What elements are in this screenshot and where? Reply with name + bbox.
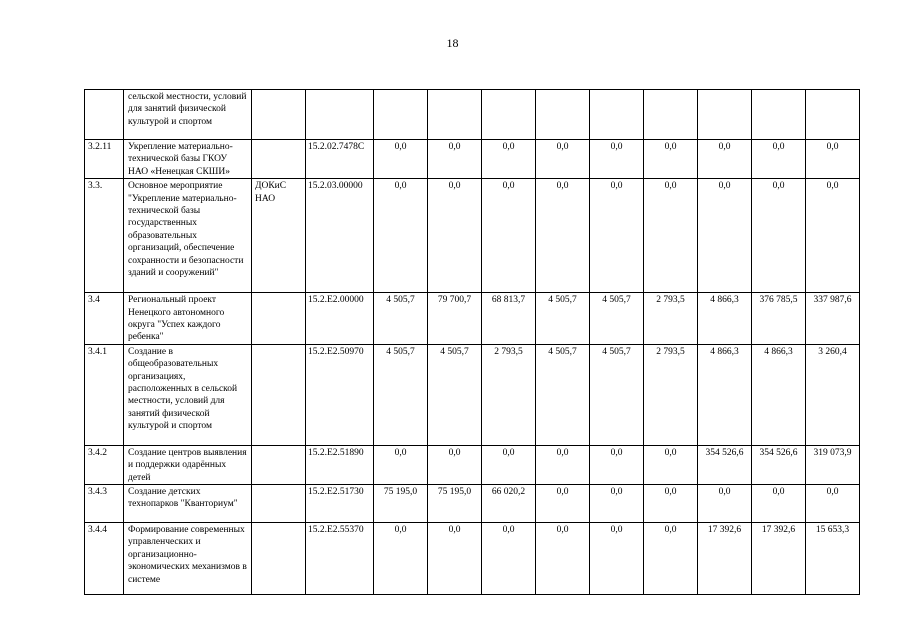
row-code-cell <box>306 90 374 140</box>
row-executor-cell <box>252 523 306 595</box>
row-value-cell: 4 505,7 <box>590 293 644 345</box>
row-value-cell: 0,0 <box>590 485 644 523</box>
row-value-cell: 17 392,6 <box>752 523 806 595</box>
row-value-cell: 2 793,5 <box>482 344 536 445</box>
row-id-cell: 3.4 <box>85 293 124 345</box>
row-value-cell <box>806 90 860 140</box>
row-value-cell <box>428 90 482 140</box>
row-code-cell: 15.2.E2.50970 <box>306 344 374 445</box>
row-value-cell: 0,0 <box>590 179 644 293</box>
row-value-cell: 0,0 <box>536 523 590 595</box>
row-value-cell: 0,0 <box>536 445 590 484</box>
row-value-cell: 354 526,6 <box>752 445 806 484</box>
row-code-cell: 15.2.E2.00000 <box>306 293 374 345</box>
row-value-cell: 75 195,0 <box>428 485 482 523</box>
row-value-cell: 0,0 <box>482 523 536 595</box>
row-value-cell: 4 505,7 <box>536 344 590 445</box>
row-value-cell: 0,0 <box>536 485 590 523</box>
row-value-cell <box>644 90 698 140</box>
row-value-cell <box>374 90 428 140</box>
row-name-cell: Создание в общеобразовательных организациях, расположенных в сельской местности, условий для занятий физической культурой и спортом <box>124 344 252 445</box>
row-executor-cell: ДОКиС НАО <box>252 179 306 293</box>
row-value-cell: 2 793,5 <box>644 293 698 345</box>
row-value-cell: 66 020,2 <box>482 485 536 523</box>
row-value-cell: 0,0 <box>698 485 752 523</box>
row-id-cell: 3.3. <box>85 179 124 293</box>
table-row <box>85 485 860 523</box>
row-value-cell: 4 505,7 <box>590 344 644 445</box>
row-name-cell: Региональный проект Ненецкого автономного округа "Успех каждого ребенка" <box>124 293 252 345</box>
row-value-cell: 0,0 <box>644 485 698 523</box>
row-value-cell: 0,0 <box>482 179 536 293</box>
row-value-cell: 376 785,5 <box>752 293 806 345</box>
row-value-cell: 337 987,6 <box>806 293 860 345</box>
row-value-cell: 0,0 <box>752 485 806 523</box>
row-value-cell: 68 813,7 <box>482 293 536 345</box>
row-value-cell: 0,0 <box>428 140 482 179</box>
row-executor-cell <box>252 140 306 179</box>
row-code-cell: 15.2.E2.51890 <box>306 445 374 484</box>
table-row <box>85 293 860 345</box>
row-value-cell: 0,0 <box>374 179 428 293</box>
row-value-cell: 0,0 <box>752 140 806 179</box>
table-row <box>85 344 860 445</box>
row-value-cell: 17 392,6 <box>698 523 752 595</box>
row-value-cell: 0,0 <box>806 485 860 523</box>
row-code-cell: 15.2.03.00000 <box>306 179 374 293</box>
row-value-cell: 0,0 <box>752 179 806 293</box>
row-name-cell: Укрепление материально-технической базы ГКОУ НАО «Ненецкая СКШИ» <box>124 140 252 179</box>
row-value-cell: 0,0 <box>644 523 698 595</box>
table-row <box>85 90 860 140</box>
row-id-cell: 3.4.4 <box>85 523 124 595</box>
row-value-cell: 0,0 <box>536 179 590 293</box>
row-executor-cell <box>252 293 306 345</box>
row-code-cell: 15.2.02.7478C <box>306 140 374 179</box>
row-value-cell: 4 505,7 <box>374 344 428 445</box>
row-executor-cell <box>252 485 306 523</box>
row-name-cell: Основное мероприятие "Укрепление материально-технической базы государственных образовательных организаций, обеспечение сохранности и безопасности зданий и сооружений" <box>124 179 252 293</box>
row-id-cell <box>85 90 124 140</box>
page-number: 18 <box>446 36 459 50</box>
row-value-cell: 0,0 <box>428 523 482 595</box>
budget-table <box>84 89 860 595</box>
table-row <box>85 140 860 179</box>
row-name-cell: Формирование современных управленческих и организационно-экономических механизмов в системе <box>124 523 252 595</box>
row-value-cell: 0,0 <box>374 523 428 595</box>
row-value-cell: 0,0 <box>806 140 860 179</box>
row-value-cell: 0,0 <box>644 179 698 293</box>
row-code-cell: 15.2.E2.55370 <box>306 523 374 595</box>
row-value-cell: 0,0 <box>590 445 644 484</box>
row-value-cell: 0,0 <box>482 140 536 179</box>
table-row <box>85 179 860 293</box>
row-value-cell: 0,0 <box>644 445 698 484</box>
row-id-cell: 3.4.2 <box>85 445 124 484</box>
row-value-cell <box>482 90 536 140</box>
row-value-cell: 4 505,7 <box>428 344 482 445</box>
row-value-cell: 75 195,0 <box>374 485 428 523</box>
row-value-cell <box>752 90 806 140</box>
row-value-cell: 0,0 <box>428 445 482 484</box>
table-row <box>85 523 860 595</box>
row-value-cell: 0,0 <box>698 179 752 293</box>
row-name-cell: сельской местности, условий для занятий физической культурой и спортом <box>124 90 252 140</box>
row-value-cell: 2 793,5 <box>644 344 698 445</box>
row-value-cell: 4 866,3 <box>752 344 806 445</box>
row-executor-cell <box>252 344 306 445</box>
row-value-cell: 4 866,3 <box>698 344 752 445</box>
row-value-cell: 0,0 <box>698 140 752 179</box>
row-id-cell: 3.2.11 <box>85 140 124 179</box>
row-value-cell: 3 260,4 <box>806 344 860 445</box>
row-value-cell: 0,0 <box>536 140 590 179</box>
row-code-cell: 15.2.E2.51730 <box>306 485 374 523</box>
row-executor-cell <box>252 90 306 140</box>
row-value-cell: 0,0 <box>590 523 644 595</box>
row-value-cell <box>536 90 590 140</box>
row-value-cell: 354 526,6 <box>698 445 752 484</box>
row-value-cell <box>698 90 752 140</box>
row-value-cell: 0,0 <box>482 445 536 484</box>
row-value-cell: 79 700,7 <box>428 293 482 345</box>
row-value-cell <box>590 90 644 140</box>
row-id-cell: 3.4.1 <box>85 344 124 445</box>
row-value-cell: 319 073,9 <box>806 445 860 484</box>
row-value-cell: 4 866,3 <box>698 293 752 345</box>
row-value-cell: 4 505,7 <box>374 293 428 345</box>
row-value-cell: 15 653,3 <box>806 523 860 595</box>
row-name-cell: Создание центров выявления и поддержки одарённых детей <box>124 445 252 484</box>
row-value-cell: 0,0 <box>428 179 482 293</box>
table-row <box>85 445 860 484</box>
row-name-cell: Создание детских технопарков "Кванториум" <box>124 485 252 523</box>
row-executor-cell <box>252 445 306 484</box>
row-value-cell: 0,0 <box>374 140 428 179</box>
row-id-cell: 3.4.3 <box>85 485 124 523</box>
row-value-cell: 0,0 <box>590 140 644 179</box>
row-value-cell: 0,0 <box>644 140 698 179</box>
row-value-cell: 0,0 <box>374 445 428 484</box>
row-value-cell: 4 505,7 <box>536 293 590 345</box>
row-value-cell: 0,0 <box>806 179 860 293</box>
